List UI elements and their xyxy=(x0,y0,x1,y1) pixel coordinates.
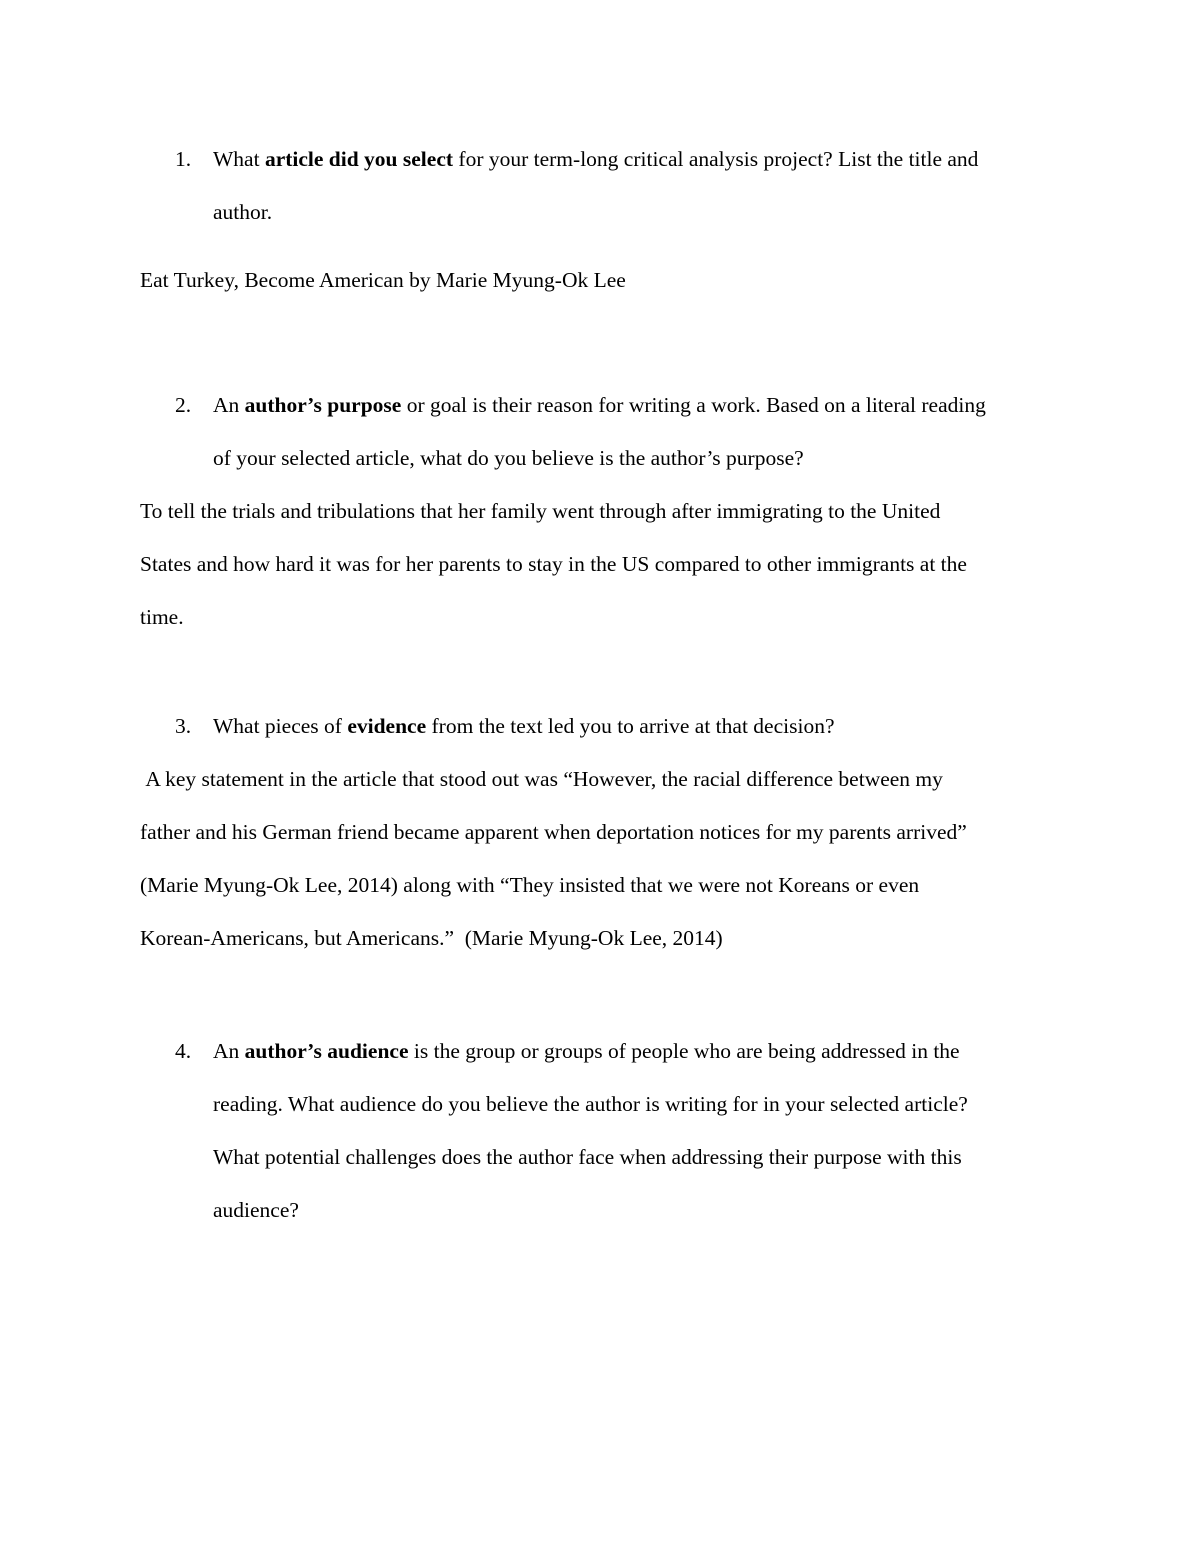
document-content xyxy=(0,133,1200,1237)
question-4-line-1-bold: author’s audience xyxy=(244,1039,409,1063)
question-2-line-1-post: or goal is their reason for writing a work. Based on a literal reading xyxy=(401,393,986,417)
answer-2-line-3: time. xyxy=(140,605,184,629)
question-4-line-1 xyxy=(213,1025,1060,1078)
question-4-number: 4. xyxy=(175,1039,192,1063)
question-1 xyxy=(140,133,1060,239)
answer-1-line-1: Eat Turkey, Become American by Marie Myung-Ok Lee xyxy=(140,268,626,292)
answer-3-line-3: (Marie Myung-Ok Lee, 2014) along with “They insisted that we were not Koreans or even xyxy=(140,873,920,897)
question-3-line-1-bold: evidence xyxy=(347,714,427,738)
question-1-line-2-text: author. xyxy=(213,200,273,224)
question-1-line-1 xyxy=(213,133,1060,186)
answer-3-line-4: Korean-Americans, but Americans.” (Marie Myung-Ok Lee, 2014) xyxy=(140,926,723,950)
question-3-number: 3. xyxy=(175,714,192,738)
question-2-line-2 xyxy=(213,432,1060,485)
question-4-line-2 xyxy=(213,1078,1060,1131)
question-3-line-1 xyxy=(213,700,1060,753)
answer-2-line-1: To tell the trials and tribulations that her family went through after immigrating to the United xyxy=(140,499,941,523)
question-1-line-1-bold: article did you select xyxy=(264,147,454,171)
question-4-line-3-text: What potential challenges does the author face when addressing their purpose with this xyxy=(213,1145,962,1169)
question-4-line-1-pre: An xyxy=(213,1039,245,1063)
answer-3-line-1: A key statement in the article that stood out was “However, the racial difference between my xyxy=(140,767,943,791)
question-1-number: 1. xyxy=(175,147,192,171)
question-2-line-1-pre: An xyxy=(213,393,245,417)
question-1-line-1-pre: What xyxy=(213,147,265,171)
question-4-line-2-text: reading. What audience do you believe the author is writing for in your selected article? xyxy=(213,1092,968,1116)
question-1-line-1-post: for your term-long critical analysis project? List the title and xyxy=(453,147,979,171)
question-2-line-1 xyxy=(213,379,1060,432)
answer-1 xyxy=(140,254,1060,307)
question-1-line-2 xyxy=(213,186,1060,239)
question-2-number: 2. xyxy=(175,393,192,417)
answer-2-line-2: States and how hard it was for her parents to stay in the US compared to other immigrants at the xyxy=(140,552,967,576)
question-4-line-3 xyxy=(213,1131,1060,1184)
question-4-line-4-text: audience? xyxy=(213,1198,299,1222)
question-4-line-4 xyxy=(213,1184,1060,1237)
answer-3 xyxy=(140,753,1060,965)
question-3-line-1-post: from the text led you to arrive at that decision? xyxy=(426,714,835,738)
question-2 xyxy=(140,379,1060,485)
answer-2 xyxy=(140,485,1060,644)
question-2-line-2-text: of your selected article, what do you believe is the author’s purpose? xyxy=(213,446,804,470)
question-3-line-1-pre: What pieces of xyxy=(213,714,348,738)
question-4 xyxy=(140,1025,1060,1237)
question-3 xyxy=(140,700,1060,753)
answer-3-line-2: father and his German friend became apparent when deportation notices for my parents arrived” xyxy=(140,820,967,844)
question-4-line-1-post: is the group or groups of people who are being addressed in the xyxy=(408,1039,960,1063)
question-2-line-1-bold: author’s purpose xyxy=(244,393,402,417)
